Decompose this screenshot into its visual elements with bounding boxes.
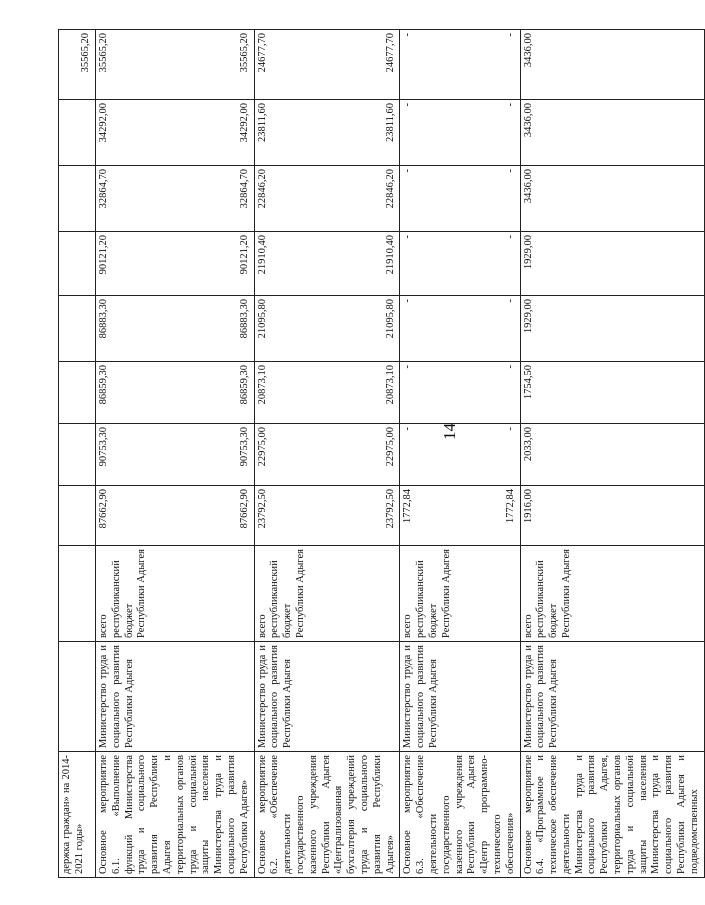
value-cell [59, 166, 96, 232]
value-bottom: 23811,60 [384, 103, 396, 142]
value-cell [59, 486, 96, 546]
value-cell [96, 100, 255, 166]
value-bottom: 22975,00 [384, 427, 396, 467]
value-top: 90121,20 [98, 235, 109, 275]
event-name-cell: держка граждан» на 2014-2021 годы» [59, 752, 96, 878]
value-bottom: 23792,50 [384, 489, 396, 529]
value-top: 90753,30 [98, 427, 109, 467]
value-cell [400, 30, 520, 100]
source-total: всего [98, 614, 109, 638]
value-bottom: 87662,90 [238, 489, 250, 529]
value-cell [400, 486, 520, 546]
value-top: 23811,60 [256, 103, 268, 142]
value-top: 35565,20 [98, 33, 109, 73]
value-cell [96, 30, 255, 100]
value-cell [59, 30, 96, 100]
value-cell: 1929,00 [520, 232, 704, 296]
value-bottom: 1772,84 [504, 489, 516, 524]
event-name-cell: Основное мероприятие 6.4. «Программное и техническое обеспечение деятельности Министерства труда и социального развития Республики Адыгея, территориальных органов труда и социальной защиты населения Министерства труда и социального развития Республики Адыгея и подведомственных [520, 752, 704, 878]
value-bottom: 90121,20 [238, 235, 250, 275]
value-top: 34292,00 [98, 103, 109, 143]
value-cell [400, 166, 520, 232]
value-bottom: 21095,80 [384, 299, 396, 339]
source-budget: республиканский бюджет Республики Адыгея [110, 549, 148, 638]
event-name-cell: Основное мероприятие 6.3. «Обеспечение деятельности государственного казенного учреждения Республики Адыгея «Центр программно-технического обеспечения» [400, 752, 520, 878]
value-top: - [402, 33, 414, 37]
value-cell [59, 100, 96, 166]
table-row [254, 30, 400, 878]
event-name-cell: Основное мероприятие 6.1. «Выполнение функций Министерства труда и социального развития Республики Адыгея и территориальных органов труда и социальной защиты населения Министерства труда и социального развития Республики Адыгея» [96, 752, 255, 878]
budget-table [58, 29, 705, 878]
value-top: 22846,20 [256, 169, 268, 209]
value-cell: 1916,00 [520, 486, 704, 546]
executor-cell: Министерство труда и социального развития Республики Адыгея [520, 642, 704, 752]
value-bottom: 86883,30 [238, 299, 250, 339]
value-cell [254, 296, 400, 362]
executor-cell: Министерство труда и социального развития Республики Адыгея [254, 642, 400, 752]
value-bottom: 90753,30 [238, 427, 250, 467]
value-cell [254, 30, 400, 100]
value-top: 87662,90 [98, 489, 109, 529]
value-bottom: - [504, 33, 516, 37]
value-bottom: 24677,70 [384, 33, 396, 73]
value-cell [400, 362, 520, 424]
value-top: 20873,10 [256, 365, 268, 405]
value-bottom: 22846,20 [384, 169, 396, 209]
value-cell: 1929,00 [520, 296, 704, 362]
value-cell [254, 100, 400, 166]
value-cell [96, 424, 255, 486]
source-cell [96, 546, 255, 642]
executor-cell [59, 642, 96, 752]
value-cell [59, 296, 96, 362]
value-bottom: - [504, 235, 516, 239]
source-cell [254, 546, 400, 642]
value-cell [96, 232, 255, 296]
page-number: 14 [440, 423, 459, 440]
source-total: всего [402, 614, 414, 638]
value-top: - [402, 103, 414, 107]
value-cell [254, 232, 400, 296]
value-bottom: - [504, 103, 516, 107]
value-cell [59, 362, 96, 424]
table-row [520, 30, 704, 878]
value-bottom: 35565,20 [80, 33, 92, 73]
table-row [400, 30, 520, 878]
value-top: - [402, 235, 414, 239]
value-bottom: - [504, 169, 516, 173]
value-top: 32864,70 [98, 169, 109, 209]
value-cell [400, 100, 520, 166]
value-cell [400, 232, 520, 296]
value-cell [254, 362, 400, 424]
value-cell [96, 486, 255, 546]
value-bottom: 86859,30 [238, 365, 250, 405]
source-cell [59, 546, 96, 642]
value-bottom: 35565,20 [238, 33, 250, 73]
value-top: - [402, 299, 414, 303]
value-top: - [402, 169, 414, 173]
value-bottom: 21910,40 [384, 235, 396, 275]
rotated-table-container [58, 30, 700, 878]
value-top: 86883,30 [98, 299, 109, 339]
value-cell [254, 424, 400, 486]
value-cell [400, 296, 520, 362]
source-cell [400, 546, 520, 642]
value-top: 21095,80 [256, 299, 268, 339]
value-top: 22975,00 [256, 427, 268, 467]
value-top: - [402, 427, 414, 431]
value-top: 23792,50 [256, 489, 268, 529]
value-cell [59, 232, 96, 296]
value-top: - [402, 365, 414, 369]
source-total: всего [256, 614, 268, 638]
event-name-cell: Основное мероприятие 6.2. «Обеспечение деятельности государственного казенного учреждения Республики Адыгея «Централизованная бухгалтерия учреждений труда и социального развития Республики Адыгея» [254, 752, 400, 878]
value-bottom: 32864,70 [238, 169, 250, 209]
value-cell [59, 424, 96, 486]
executor-cell: Министерство труда и социального развития Республики Адыгея [400, 642, 520, 752]
value-cell [254, 166, 400, 232]
value-cell [400, 424, 520, 486]
value-top: 1772,84 [402, 489, 414, 524]
executor-cell: Министерство труда и социального развития Республики Адыгея [96, 642, 255, 752]
value-bottom: - [504, 427, 516, 431]
value-cell [96, 362, 255, 424]
value-cell: 1754,50 [520, 362, 704, 424]
table-row [59, 30, 96, 878]
value-cell: 3436,00 [520, 30, 704, 100]
source-total: всего [522, 614, 534, 638]
value-top: 24677,70 [256, 33, 268, 73]
value-bottom: 34292,00 [238, 103, 250, 143]
source-budget: республиканский бюджет Республики Адыгея [535, 549, 572, 638]
source-budget: республиканский бюджет Республики Адыгея [415, 549, 452, 638]
value-bottom: - [504, 365, 516, 369]
value-cell [96, 296, 255, 362]
source-cell [520, 546, 704, 642]
value-cell [254, 486, 400, 546]
value-bottom: 20873,10 [384, 365, 396, 405]
value-top: 86859,30 [98, 365, 109, 405]
value-cell: 3436,00 [520, 100, 704, 166]
value-cell [96, 166, 255, 232]
value-top: 21910,40 [256, 235, 268, 275]
value-cell: 2033,00 [520, 424, 704, 486]
value-cell: 3436,00 [520, 166, 704, 232]
table-row [96, 30, 255, 878]
value-bottom: - [504, 299, 516, 303]
source-budget: республиканский бюджет Республики Адыгея [269, 549, 306, 638]
